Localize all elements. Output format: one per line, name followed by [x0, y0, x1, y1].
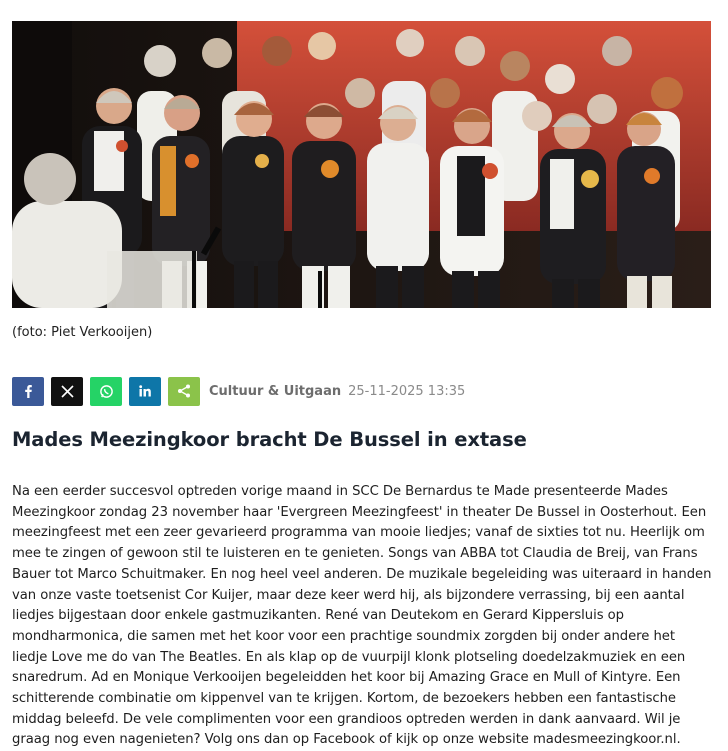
facebook-icon: [22, 384, 34, 398]
share-x-button[interactable]: [51, 377, 83, 406]
category-link[interactable]: Cultuur & Uitgaan: [209, 383, 342, 399]
share-linkedin-button[interactable]: [129, 377, 161, 406]
share-generic-button[interactable]: [168, 377, 200, 406]
share-icon: [177, 384, 191, 398]
article-body: Na een eerder succesvol optreden vorige maand in SCC De Bernardus te Made presenteerde Mades Meezingkoor zondag 23 november haar 'Evergreen Meezingfeest' in theater De Bussel in Oosterhout. Een meezingfeest met een zeer gevarieerd programma van mooie liedjes; vanaf de sixties tot nu. Heerlijk om mee te zingen of gewoon stil te luisteren en te genieten. Songs van ABBA tot Claudia de Breij, van Frans Bauer tot Marco Schuitmaker. En nog heel veel anderen. De muzikale begeleiding was uiteraard in handen van onze vaste toetsenist Cor Kuijer, maar deze keer werd hij, als bijzondere verrassing, bij een aantal liedjes bijgestaan door enkele gastmuzikanten. René van Deutekom en Gerard Kippersluis op mondharmonica, die samen met het koor voor een prachtige soundmix zorgden bij onder andere het liedje Love me do van The Beatles. En als klap op de vuurpijl klonk plotseling doedelzakmuziek en een snaredrum. Ad en Monique Verkooijen begeleidden het koor bij Amazing Grace en Mull of Kintyre. Een schitterende combinatie om kippenvel van te krijgen. Kortom, de bezoekers hebben een fantastische middag beleefd. De vele complimenten voor een grandioos optreden werden in dank aanvaard. Wil je graag nog even nagenieten? Volg ons dan op Facebook of kijk op onze website madesmeezingkoor.nl.: [12, 484, 712, 748]
article-title: Mades Meezingkoor bracht De Bussel in extase: [12, 428, 527, 451]
whatsapp-icon: [99, 384, 114, 399]
share-whatsapp-button[interactable]: [90, 377, 122, 406]
photo-caption: (foto: Piet Verkooijen): [12, 325, 153, 340]
choir-photo-illustration: [12, 21, 711, 308]
x-icon: [61, 385, 74, 398]
linkedin-icon: [139, 385, 151, 397]
share-bar: [12, 376, 465, 406]
publish-date: 25-11-2025 13:35: [348, 383, 466, 399]
share-facebook-button[interactable]: [12, 377, 44, 406]
article-photo[interactable]: [12, 21, 711, 308]
previous-text-fragment: [0, 0, 728, 14]
